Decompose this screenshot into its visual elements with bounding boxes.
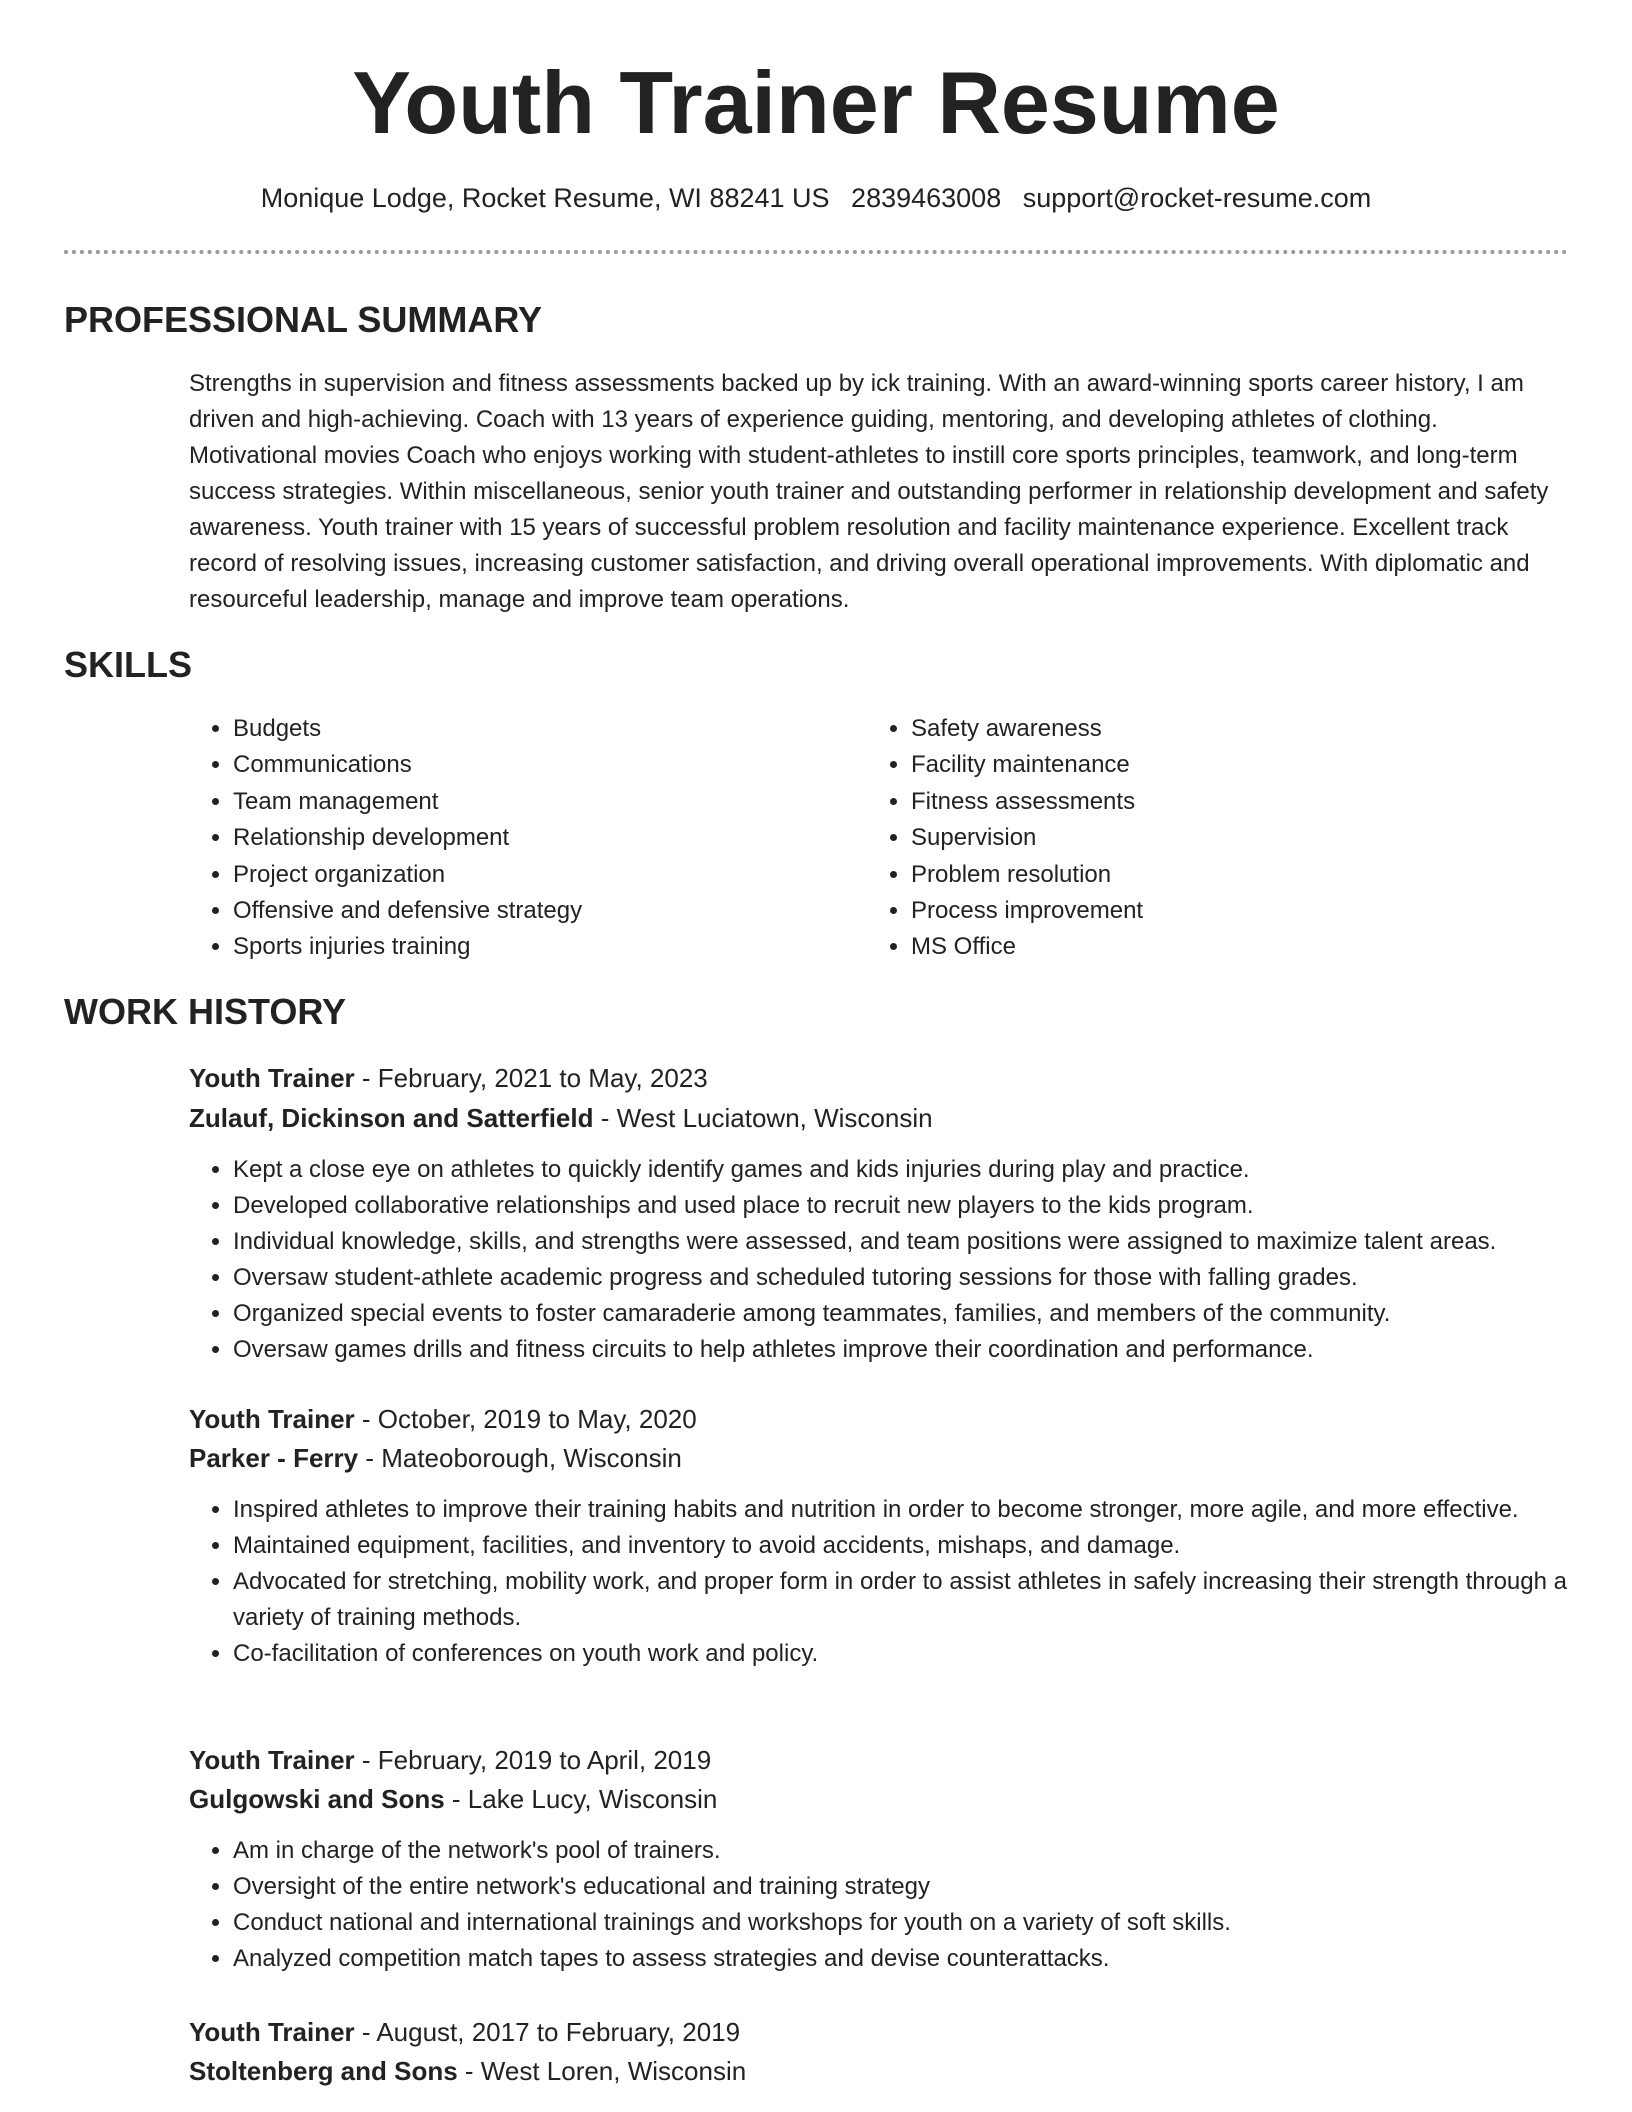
- job-title-line: [189, 1060, 708, 1096]
- skill-item: • Facility maintenance: [911, 747, 1143, 783]
- skills-list-left: [189, 711, 582, 966]
- job-title: Youth Trainer: [189, 1745, 355, 1775]
- summary-text: Strengths in supervision and fitness assessments backed up by ick training. With an award-winning sports career history, I am driven and high-achieving. Coach with 13 years of experience guiding, mentoring, and developing athletes of clothing. Motivational movies Coach who enjoys working with student-athletes to instill core sports principles, teamwork, and long-term success strategies. Within miscellaneous, senior youth trainer and outstanding performer in relationship development and safety awareness. Youth trainer with 15 years of successful problem resolution and facility maintenance experience. Excellent track record of resolving issues, increasing customer satisfaction, and driving overall operational improvements. With diplomatic and resourceful leadership, manage and improve team operations.: [189, 370, 1549, 613]
- job-bullet: • Developed collaborative relationships and used place to recruit new players to the kids program.: [233, 1188, 1613, 1224]
- skill-item: • Project organization: [233, 857, 582, 893]
- job-dates: - February, 2021 to May, 2023: [354, 1063, 708, 1093]
- job-dates: - October, 2019 to May, 2020: [354, 1404, 697, 1434]
- skill-item: • Safety awareness: [911, 711, 1143, 747]
- job-bullet: • Individual knowledge, skills, and strengths were assessed, and team positions were assigned to maximize talent areas.: [233, 1224, 1613, 1260]
- job-bullet: • Co-facilitation of conferences on youth work and policy.: [233, 1636, 1613, 1672]
- job-bullet: • Inspired athletes to improve their training habits and nutrition in order to become stronger, more agile, and more effective.: [233, 1492, 1613, 1528]
- job-bullet: • Advocated for stretching, mobility work, and proper form in order to assist athletes in safely increasing their strength through a variety of training methods.: [233, 1564, 1613, 1636]
- contact-email: support@rocket-resume.com: [1022, 183, 1372, 213]
- job-dates: - August, 2017 to February, 2019: [354, 2017, 741, 2047]
- job-bullets: [189, 1833, 1613, 1977]
- job-company-line: [189, 2053, 746, 2089]
- job-bullet: • Oversaw student-athlete academic progress and scheduled tutoring sessions for those with falling grades.: [233, 1260, 1613, 1296]
- job-company-line: [189, 1440, 682, 1476]
- skill-item: • Budgets: [233, 711, 582, 747]
- job-company: Stoltenberg and Sons: [189, 2056, 458, 2086]
- skill-item: • Process improvement: [911, 893, 1143, 929]
- job-title-line: [189, 2014, 740, 2050]
- job-title: Youth Trainer: [189, 1404, 355, 1434]
- job-company-line: [189, 1100, 933, 1136]
- job-bullet: • Kept a close eye on athletes to quickly identify games and kids injuries during play and practice.: [233, 1152, 1613, 1188]
- job-location: - West Loren, Wisconsin: [457, 2056, 747, 2086]
- job-company: Parker - Ferry: [189, 1443, 359, 1473]
- contact-address: Monique Lodge, Rocket Resume, WI 88241 US: [260, 183, 830, 213]
- job-bullet: • Oversaw games drills and fitness circuits to help athletes improve their coordination and performance.: [233, 1332, 1613, 1368]
- skill-item: • Sports injuries training: [233, 929, 582, 965]
- job-location: - West Luciatown, Wisconsin: [593, 1103, 933, 1133]
- job-title: Youth Trainer: [189, 1063, 355, 1093]
- job-dates: - February, 2019 to April, 2019: [354, 1745, 712, 1775]
- job-bullet: • Oversight of the entire network's educational and training strategy: [233, 1869, 1613, 1905]
- work-history-heading: WORK HISTORY: [64, 991, 347, 1032]
- contact-line: [0, 180, 1632, 216]
- header-divider: [64, 250, 1568, 254]
- skill-item: • Offensive and defensive strategy: [233, 893, 582, 929]
- job-location: - Mateoborough, Wisconsin: [358, 1443, 682, 1473]
- skills-list-right: [867, 711, 1143, 966]
- job-company-line: [189, 1781, 717, 1817]
- skill-item: • Relationship development: [233, 820, 582, 856]
- skill-item: • Fitness assessments: [911, 784, 1143, 820]
- summary-heading: PROFESSIONAL SUMMARY: [64, 299, 543, 340]
- job-bullet: • Maintained equipment, facilities, and inventory to avoid accidents, mishaps, and damage.: [233, 1528, 1613, 1564]
- job-company: Gulgowski and Sons: [189, 1784, 445, 1814]
- job-bullet: • Conduct national and international trainings and workshops for youth on a variety of soft skills.: [233, 1905, 1613, 1941]
- skill-item: • Supervision: [911, 820, 1143, 856]
- resume-title: Youth Trainer Resume: [352, 53, 1280, 152]
- job-bullets: [189, 1492, 1613, 1672]
- skill-item: • Communications: [233, 747, 582, 783]
- skill-item: • Team management: [233, 784, 582, 820]
- job-bullet: • Am in charge of the network's pool of trainers.: [233, 1833, 1613, 1869]
- job-bullets: [189, 1152, 1613, 1368]
- job-location: - Lake Lucy, Wisconsin: [444, 1784, 718, 1814]
- contact-phone: 2839463008: [851, 183, 1002, 213]
- skills-heading: SKILLS: [64, 644, 193, 685]
- skill-item: • Problem resolution: [911, 857, 1143, 893]
- job-title: Youth Trainer: [189, 2017, 355, 2047]
- job-bullet: • Organized special events to foster camaraderie among teammates, families, and members of the community.: [233, 1296, 1613, 1332]
- job-company: Zulauf, Dickinson and Satterfield: [189, 1103, 594, 1133]
- job-bullet: • Analyzed competition match tapes to assess strategies and devise counterattacks.: [233, 1941, 1613, 1977]
- skill-item: • MS Office: [911, 929, 1143, 965]
- job-title-line: [189, 1401, 697, 1437]
- job-title-line: [189, 1742, 711, 1778]
